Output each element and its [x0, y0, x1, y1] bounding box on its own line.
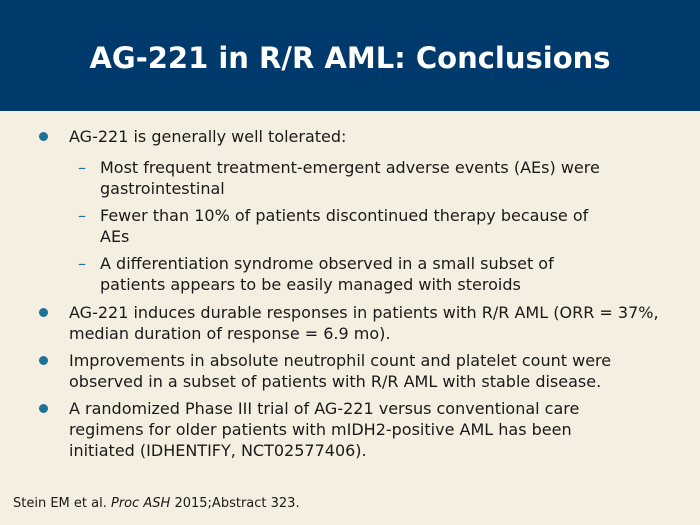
slide-title: AG-221 in R/R AML: Conclusions: [89, 41, 611, 75]
bullet-text: Improvements in absolute neutrophil count and platelet count were observed in a subset of patients with R/R AML with stable disease.: [69, 351, 612, 391]
bullet-dot-icon: [39, 132, 48, 141]
bullet-item-3: [69, 350, 681, 392]
bullet-item-4: [69, 398, 639, 461]
dash-icon: –: [78, 206, 86, 225]
title-bar: [0, 0, 700, 111]
sub-bullet-1: [78, 157, 645, 199]
bullet-dot-icon: [39, 356, 48, 365]
citation-rest: 2015;Abstract 323.: [174, 496, 300, 511]
bullet-text: AG-221 is generally well tolerated:: [69, 127, 347, 146]
sub-bullet-text: Most frequent treatment-emergent adverse events (AEs) were gastrointestinal: [100, 158, 600, 198]
citation-authors: Stein EM et al.: [13, 496, 107, 511]
bullet-text: A randomized Phase III trial of AG-221 versus conventional care regimens for older patients with mIDH2-positive AML has been initiated (IDHENTIFY, NCT02577406).: [69, 399, 580, 460]
dash-icon: –: [78, 254, 86, 273]
dash-icon: –: [78, 158, 86, 177]
sub-bullet-3: [78, 253, 600, 295]
bullet-text: AG-221 induces durable responses in patients with R/R AML (ORR = 37%, median duration of response = 6.9 mo).: [69, 303, 659, 343]
citation-journal: Proc ASH: [110, 496, 171, 511]
sub-bullet-text: Fewer than 10% of patients discontinued therapy because of AEs: [100, 206, 589, 246]
bullet-item-2: [69, 302, 659, 344]
bullet-item-1: [69, 126, 669, 147]
sub-bullet-text: A differentiation syndrome observed in a small subset of patients appears to be easily managed with steroids: [100, 254, 554, 294]
bullet-dot-icon: [39, 404, 48, 413]
bullet-dot-icon: [39, 308, 48, 317]
citation: [13, 495, 300, 513]
sub-bullet-2: [78, 205, 620, 247]
